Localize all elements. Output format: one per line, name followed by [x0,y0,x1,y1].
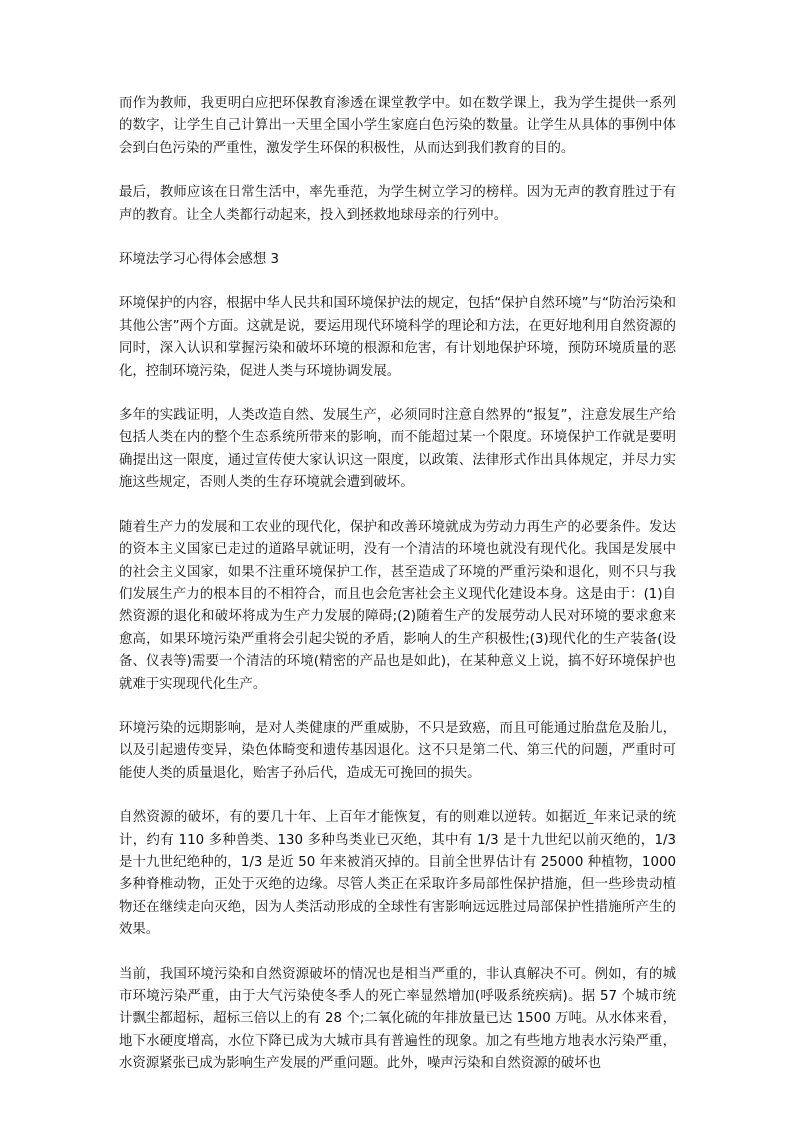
paragraph-long-term-impact: 环境污染的远期影响，是对人类健康的严重威胁，不只是致癌，而且可能通过胎盘危及胎儿，以及引起遗传变异，染色体畸变和遗传基因退化。这不只是第二代、第三代的问题，严重时可能使人类的质量退化，贻害子孙后代，造成无可挽回的损失。 [119,720,676,781]
paragraph-protection-content: 环境保护的内容，根据中华人民共和国环境保护法的规定，包括“保护自然环境”与“防治污染和其他公害”两个方面。这就是说，要运用现代环境科学的理论和方法，在更好地利用自然资源的同时，深入认识和掌握污染和破坏环境的根源和危害，有计划地保护环境，预防环境质量的恶化，控制环境污染，促进人类与环境协调发展。 [119,296,676,379]
paragraph-resource-destruction: 自然资源的破坏，有的要几十年、上百年才能恢复，有的则难以逆转。如据近_年来记录的统计，约有 110 多种兽类、130 多种鸟类业已灭绝，其中有 1/3 是十九世纪以前灭绝的，1/3 是十九世纪绝种的，1/3 是近 50 年来被消灭掉的。目前全世界估计有 25000 种植物，1000 多种脊椎动物，正处于灭绝的边缘。尽管人类正在采取许多局部性保护措施，但一些珍贵动植物还在继续走向灭绝，因为人类活动形成的全球性有害影响远远胜过局部保护性措施所产生的效果。 [119,810,676,938]
paragraph-practice-proof: 多年的实践证明，人类改造自然、发展生产，必须同时注意自然界的“报复”，注意发展生产给包括人类在内的整个生态系统所带来的影响，而不能超过某一个限度。环境保护工作就是要明确提出这一限度，通过宣传使大家认识这一限度，以政策、法律形式作出具体规定，并尽力实施这些规定，否则人类的生存环境就会遭到破坏。 [119,408,676,491]
paragraph-teacher-example: 最后，教师应该在日常生活中，率先垂范，为学生树立学习的榜样。因为无声的教育胜过于有声的教育。让全人类都行动起来，投入到拯救地球母亲的行列中。 [119,185,676,223]
section-heading: 环境法学习心得体会感想 3 [119,252,280,268]
document-page [119,93,676,1076]
paragraph-productivity: 随着生产力的发展和工农业的现代化，保护和改善环境就成为劳动力再生产的必要条件。发达的资本主义国家已走过的道路早就证明，没有一个清洁的环境也就没有现代化。我国是发展中的社会主义国家，如果不注重环境保护工作，甚至造成了环境的严重污染和退化，则不只与我们发展生产力的根本目的不相符合，而且也会危害社会主义现代化建设本身。这是由于：(1)自然资源的退化和破坏将成为生产力发展的障碍;(2)随着生产的发展劳动人民对环境的要求愈来愈高，如果环境污染严重将会引起尖锐的矛盾，影响人的生产积极性;(3)现代化的生产装备(设备、仪表等)需要一个清洁的环境(精密的产品也是如此)，在某种意义上说，搞不好环境保护也就难于实现现代化生产。 [119,519,676,692]
paragraph-current-situation: 当前，我国环境污染和自然资源破坏的情况也是相当严重的，非认真解决不可。例如，有的城市环境污染严重，由于大气污染使冬季人的死亡率显然增加(呼吸系统疾病)。据 57 个城市统计飘尘都超标，超标三倍以上的有 28 个;二氧化硫的年排放量已达 1500 万吨。从水体来看，地下水硬度增高，水位下降已成为大城市具有普遍性的现象。加之有些地方地表水污染严重，水资源紧张已成为影响生产发展的严重问题。此外，噪声污染和自然资源的破坏也 [119,966,676,1072]
paragraph-teacher-classroom: 而作为教师，我更明白应把环保教育渗透在课堂教学中。如在数学课上，我为学生提供一系列的数字，让学生自己计算出一天里全国小学生家庭白色污染的数量。让学生从具体的事例中体会到白色污染的严重性，激发学生环保的积极性，从而达到我们教育的目的。 [119,96,676,156]
